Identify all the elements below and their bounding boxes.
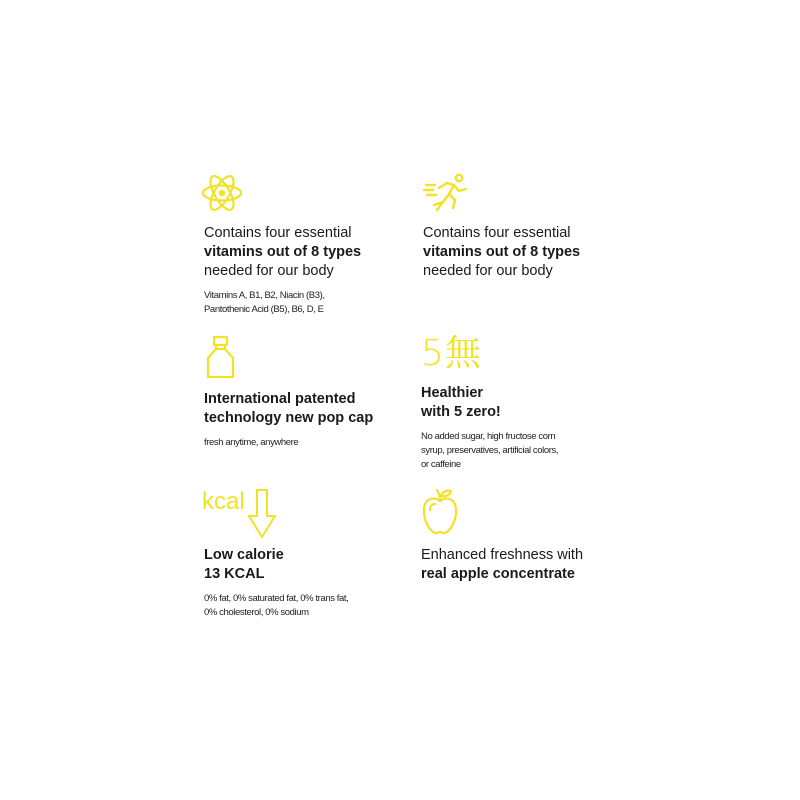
feature-energy [423,172,623,281]
running-person-icon [423,172,471,214]
feature-note [421,430,621,472]
feature-note [204,436,404,450]
feature-text-bold: real apple concentrate [421,566,575,582]
note-line: syrup, preservatives, artificial colors, [421,445,559,456]
feature-five-zero [421,334,621,472]
feature-heading-line: Low calorie [204,547,284,563]
feature-heading-line: technology new pop cap [204,410,374,426]
atom-icon [201,172,243,214]
apple-icon [421,488,459,536]
note-line: 0% fat, 0% saturated fat, 0% trans fat, [204,593,349,604]
feature-pop-cap [204,334,404,450]
note-line: 0% cholesterol, 0% sodium [204,607,309,618]
kcal-down-arrow-icon [204,488,284,540]
feature-text-line: Enhanced freshness with [421,547,584,563]
feature-low-calorie [204,488,404,620]
note-line: Vitamins A, B1, B2, Niacin (B3), [204,290,325,301]
note-line: No added sugar, high fructose corn [421,431,556,442]
feature-text-line: needed for our body [204,263,334,279]
feature-text-line: Contains four essential [423,225,571,241]
feature-apple [421,488,621,584]
feature-text-bold: vitamins out of 8 types [423,244,581,260]
note-line: or caffeine [421,459,461,470]
five-zero-icon: 5無 [421,333,482,374]
feature-note [204,592,404,620]
note-line: Pantothenic Acid (B5), B6, D, E [204,304,324,315]
feature-text-bold: vitamins out of 8 types [204,244,362,260]
bottle-pop-cap-icon [204,334,238,380]
feature-heading-line: Healthier [421,385,484,401]
feature-heading-line: with 5 zero! [421,404,501,420]
feature-heading-line: 13 KCAL [204,566,265,582]
down-arrow-icon [248,488,278,540]
feature-text-line: Contains four essential [204,225,352,241]
kcal-icon-text: kcal [202,488,245,515]
feature-note [204,289,404,317]
feature-vitamins [204,172,404,317]
note-line: fresh anytime, anywhere [204,437,299,448]
feature-heading-line: International patented [204,391,356,407]
feature-text-line: needed for our body [423,263,553,279]
